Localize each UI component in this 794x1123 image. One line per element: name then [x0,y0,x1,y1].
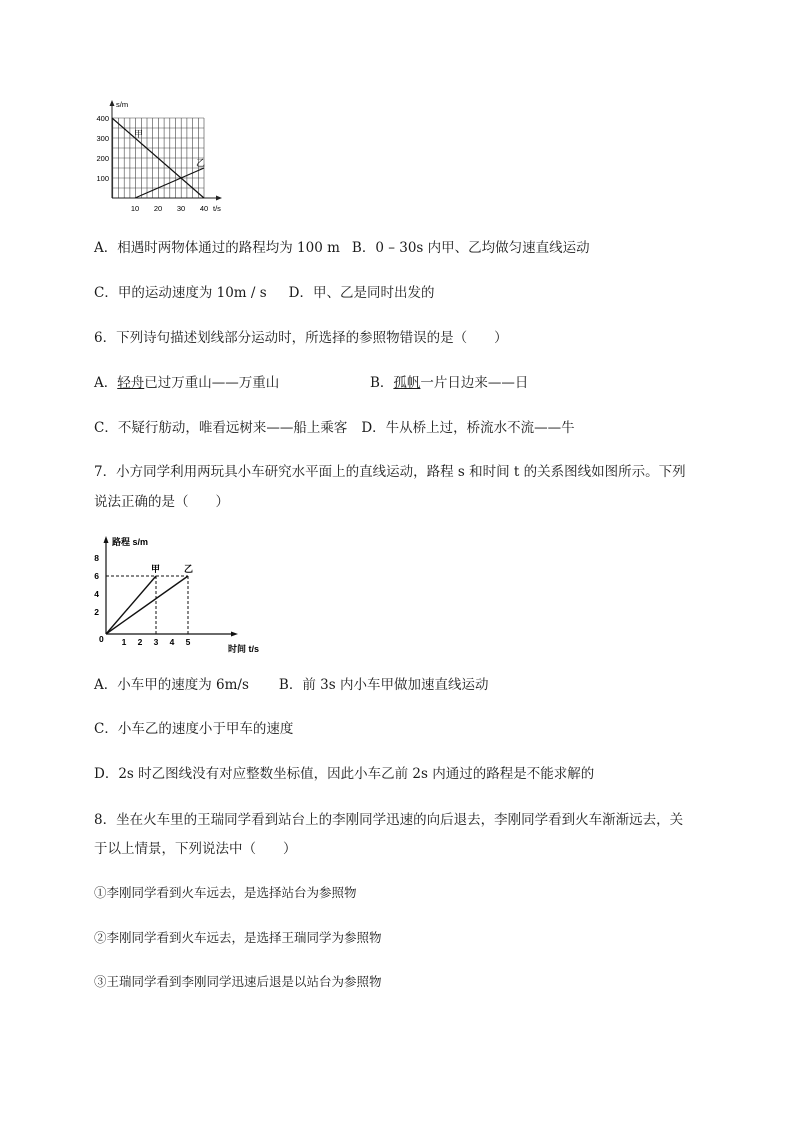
q8-stem-text-1: 8．坐在火车里的王瑞同学看到站台上的李刚同学迅速的向后退去，李刚同学看到火车渐渐远去，关 [94,812,684,828]
chart2-origin: 0 [99,634,104,644]
q7-stem-line-2 [94,493,229,511]
chart-st-graph-2 [88,528,263,658]
q5-option-a[interactable]: A．相遇时两物体通过的路程均为 100 m [94,240,340,256]
chart2-ytick: 8 [94,553,99,563]
chart1-y-arrow [110,100,115,106]
q6-option-d[interactable]: D．牛从桥上过，桥流水不流——牛 [361,420,575,436]
chart2-ytick: 4 [94,589,99,599]
q5-options-row-2 [94,284,435,302]
chart2-ytick: 6 [94,571,99,581]
chart2-series-label-yi: 乙 [184,564,194,574]
q8-stem-line-1 [94,811,683,829]
q7-option-c-row [94,720,293,738]
chart1-xlabel: t/s [213,204,221,213]
q6-option-b-letter: B． [370,375,394,391]
q6-option-a-underlined: 轻舟 [117,375,145,391]
q6-stem [94,329,508,347]
q6-option-b[interactable] [370,375,528,391]
q8-statement-2-text: ②李刚同学看到火车远去，是选择王瑞同学为参照物 [94,930,382,945]
q7-options-row-1 [94,676,488,694]
chart2-xlabel: 时间 t/s [228,644,260,654]
q8-statement-1 [94,884,357,902]
chart1-ytick: 100 [96,174,109,183]
q8-statement-1-text: ①李刚同学看到火车远去，是选择站台为参照物 [94,885,357,900]
q8-statement-2 [94,929,382,947]
q6-option-b-underlined: 孤帆 [393,375,421,391]
q6-option-b-text: 一片日边来——日 [420,375,529,391]
chart2-ylabel: 路程 s/m [112,537,149,547]
chart2-series-label-jia: 甲 [151,564,161,574]
q6-option-a-letter: A． [94,375,118,391]
chart1-ytick: 400 [96,114,109,123]
chart1-ytick: 200 [96,154,109,163]
chart2-xtick: 4 [169,637,175,647]
chart1-xtick: 10 [130,204,140,213]
q7-option-b[interactable]: B．前 3s 内小车甲做加速直线运动 [278,677,489,693]
q6-option-a-text: 已过万重山——万重山 [144,375,280,391]
chart2-xtick: 5 [185,637,191,647]
chart1-xtick: 20 [153,204,163,213]
q8-statement-3-text: ③王瑞同学看到李刚同学迅速后退是以站台为参照物 [94,974,382,989]
q6-options-row-2 [94,419,575,437]
q5-option-d[interactable]: D．甲、乙是同时出发的 [288,285,435,301]
chart2-ytick: 2 [94,607,99,617]
q6-options-row-1 [94,374,528,392]
chart1-series-label-jia: 甲 [134,129,144,139]
q7-option-a[interactable]: A．小车甲的速度为 6m/s [94,677,249,693]
q8-stem-text-2: 于以上情景，下列说法中（ ） [94,841,297,857]
chart1-ytick: 300 [96,134,109,143]
chart2-y-arrow [104,536,109,543]
q7-option-d[interactable]: D．2s 时乙图线没有对应整数坐标值，因此小车乙前 2s 内通过的路程是不能求解的 [94,766,595,782]
chart2-xtick: 3 [153,637,159,647]
q6-option-a[interactable] [94,374,370,392]
q8-stem-line-2 [94,840,297,858]
chart2-series-yi-line [106,576,188,634]
chart2-xtick: 2 [137,637,143,647]
q8-statement-3 [94,973,382,991]
q7-option-d-row [94,765,594,783]
q7-stem-text-2: 说法正确的是（ ） [94,494,229,510]
chart1-xtick: 40 [199,204,209,213]
q5-options-row-1 [94,239,590,257]
q5-option-c[interactable]: C．甲的运动速度为 10m / s [94,285,267,301]
chart1-x-arrow [216,196,222,201]
q7-stem-text-1: 7．小方同学利用两玩具小车研究水平面上的直线运动，路程 s 和时间 t 的关系图线如图所示。下列 [94,464,686,480]
chart2-x-arrow [231,632,238,637]
q7-option-c[interactable]: C．小车乙的速度小于甲车的速度 [94,721,294,737]
q6-option-c[interactable]: C．不疑行舫动，唯看远树来——船上乘客 [94,420,348,436]
chart-st-graph-1 [90,96,240,220]
chart1-series-label-yi: 乙 [196,158,206,168]
chart2-series-jia-line [106,576,156,634]
q7-stem-line-1 [94,463,686,481]
q5-option-b[interactable]: B．0 – 30s 内甲、乙均做匀速直线运动 [351,240,590,256]
chart1-ylabel: s/m [116,100,129,109]
q6-stem-text: 6．下列诗句描述划线部分运动时，所选择的参照物错误的是（ ） [94,330,508,346]
chart2-xtick: 1 [121,637,127,647]
chart1-xtick: 30 [176,204,186,213]
